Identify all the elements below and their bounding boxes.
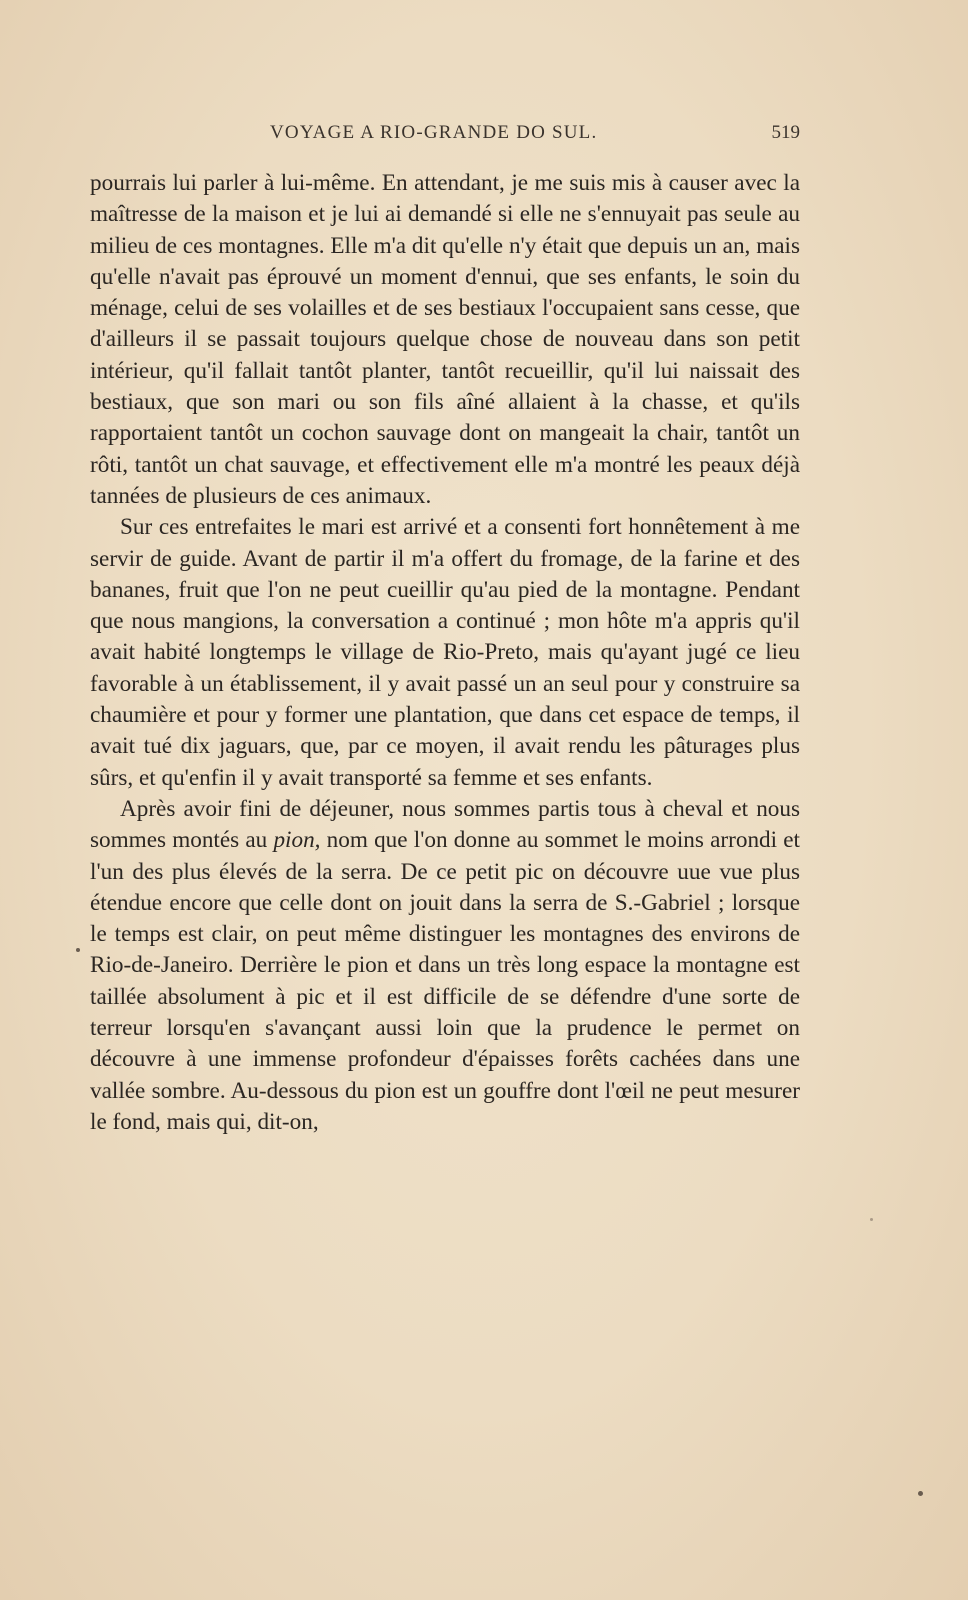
body-text — [90, 168, 800, 1138]
paragraph-3 — [90, 794, 800, 1138]
italic-term-pion: pion, — [273, 827, 321, 854]
paragraph-2: Sur ces entrefaites le mari est arrivé et a consenti fort honnêtement à me servir de guide. Avant de partir il m'a offert du fromage, de la farine et des bananes, fruit que l'on ne peut cueillir qu'au pied de la montagne. Pendant que nous mangions, la conversation a continué ; mon hôte m'a appris qu'il avait habité longtemps le village de Rio-Preto, mais qu'ayant jugé ce lieu favorable à un établissement, il y avait passé un an seul pour y construire sa chaumière et pour y former une plantation, que dans cet espace de temps, il avait tué dix jaguars, que, par ce moyen, il avait rendu les pâturages plus sûrs, et qu'enfin il y avait transporté sa femme et ses enfants. — [90, 514, 800, 791]
paragraph-3-text-after: nom que l'on donne au sommet le moins arrondi et l'un des plus élevés de la serra. De ce petit pic on découvre uue vue plus étendue encore que celle dont on jouit dans la serra de S.-Gabriel ; lorsque le temps est clair, on peut même distinguer les montagnes des environs de Rio-de-Janeiro. Derrière le pion et dans un très long espace la montagne est taillée absolument à pic et il est difficile de se défendre d'une sorte de terreur lorsqu'en s'avançant aussi loin que la prudence le permet on découvre à une immense profondeur d'épaisses forêts cachées dans une vallée sombre. Au-dessous du pion est un gouffre dont l'œil ne peut mesurer le fond, mais qui, dit-on, — [90, 827, 800, 1135]
page-header — [90, 118, 800, 148]
ink-speck — [870, 1218, 873, 1221]
page-number: 519 — [771, 122, 800, 143]
paragraph-3-text-before: Après avoir fini de déjeuner, nous sommes partis tous à cheval et nous sommes montés au — [90, 795, 800, 854]
ink-speck — [76, 948, 80, 952]
running-title: VOYAGE A RIO-GRANDE DO SUL. — [270, 122, 598, 143]
paragraph-1: pourrais lui parler à lui-même. En attendant, je me suis mis à causer avec la maîtresse de la maison et je lui ai demandé si elle ne s'ennuyait pas seule au milieu de ces montagnes. Elle m'a dit qu'elle n'y était que depuis un an, mais qu'elle n'avait pas éprouvé un moment d'ennui, que ses enfants, le soin du ménage, celui de ses volailles et de ses bestiaux l'occupaient sans cesse, que d'ailleurs il se passait toujours quelque chose de nouveau dans son petit intérieur, qu'il fallait tantôt planter, tantôt recueillir, qu'il lui naissait des bestiaux, que son mari ou son fils aîné allaient à la chasse, et qu'ils rapportaient tantôt un cochon sauvage dont on mangeait la chair, tantôt un rôti, tantôt un chat sauvage, et effectivement elle m'a montré les peaux déjà tannées de plusieurs de ces animaux. — [90, 170, 800, 509]
ink-speck — [918, 1491, 923, 1496]
